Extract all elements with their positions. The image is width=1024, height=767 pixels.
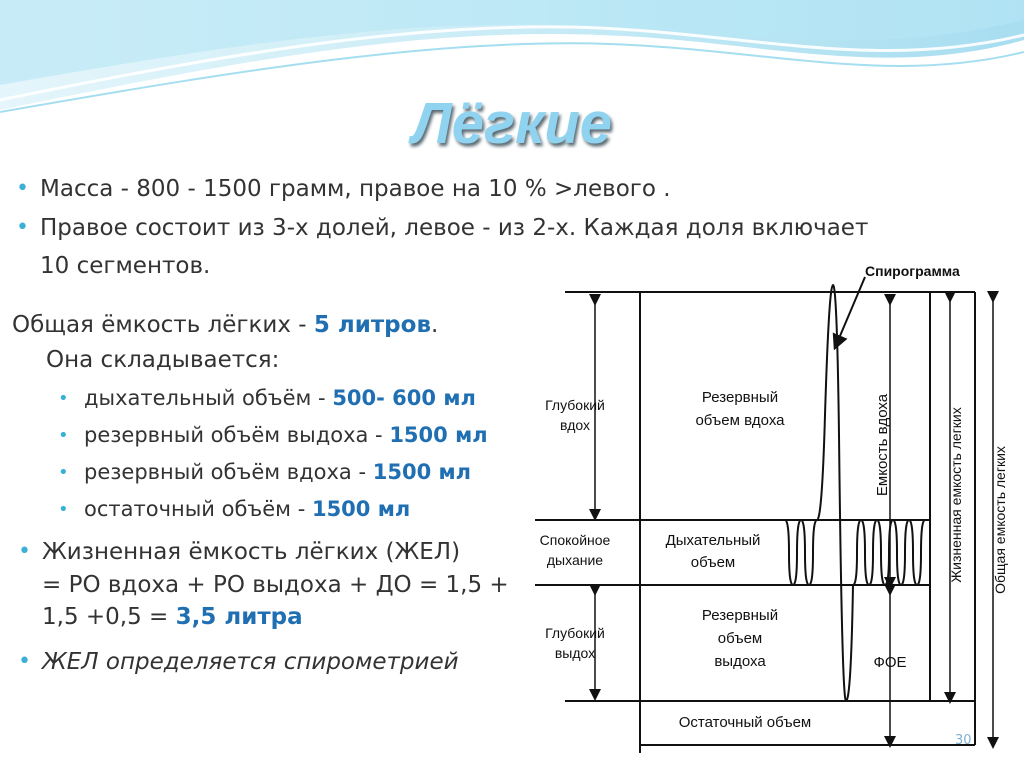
bullet-icon: •: [18, 539, 31, 564]
calm-breathing-label2: дыхание: [546, 552, 604, 568]
total-capacity-line: [12, 312, 438, 338]
deep-exhale-label: Глубокий: [545, 625, 605, 641]
item-label: резервный объём вдоха -: [84, 460, 373, 484]
deep-inhale-label: Глубокий: [545, 397, 605, 413]
frc-label: ФОЕ: [873, 654, 907, 671]
bullet-mass-text: Масса - 800 - 1500 грамм, правое на 10 % >левого .: [40, 176, 671, 202]
reserve-exhale-label3: выдоха: [714, 653, 766, 670]
item-value: 1500 мл: [311, 497, 411, 521]
vital-line1: Жизненная ёмкость лёгких (ЖЕЛ): [42, 539, 461, 565]
bullet-icon: •: [16, 176, 29, 201]
spirogram-label: Спирограмма: [865, 263, 960, 279]
list-item: [58, 497, 411, 521]
item-value: 1500 мл: [372, 460, 472, 484]
vital-value: 3,5 литра: [175, 604, 303, 630]
item-label: остаточный объём -: [84, 497, 312, 521]
bullet-vital: [18, 533, 461, 571]
spirometry-note: ЖЕЛ определяется спирометрией: [42, 649, 459, 675]
tidal-volume-label2: объем: [690, 554, 736, 571]
item-value: 1500 мл: [389, 423, 488, 447]
reserve-inhale-label: Резервный: [701, 389, 779, 406]
item-label: резервный объём выдоха -: [84, 423, 390, 447]
list-item: [58, 460, 472, 484]
bullet-icon: •: [18, 649, 31, 674]
bullet-lobes: [16, 209, 869, 247]
spirogram-pointer: [837, 277, 865, 343]
list-item: [58, 423, 488, 447]
vital-line3: [42, 604, 303, 630]
vital-formula: 1,5 +0,5 =: [42, 604, 176, 630]
page-title: Лёгкие: [411, 91, 613, 156]
bullet-lobes-line2: 10 сегментов.: [40, 253, 211, 279]
page-number: 30: [955, 733, 972, 748]
residual-volume-label: Остаточный объем: [678, 714, 812, 731]
list-item: [58, 386, 476, 410]
total-capacity-label: Общая емкость легких: [992, 446, 1008, 594]
bullet-mass: [16, 170, 671, 208]
deep-exhale-label2: выдох: [554, 645, 596, 661]
bullet-lobes-line1: Правое состоит из 3-х долей, левое - из 2-х. Каждая доля включает: [40, 215, 869, 241]
bullet-icon: •: [16, 215, 29, 240]
total-capacity-suffix: .: [431, 312, 439, 338]
item-value: 500- 600 мл: [332, 386, 476, 410]
total-capacity-value: 5 литров: [313, 312, 431, 338]
tidal-volume-label: Дыхательный: [665, 532, 761, 549]
reserve-exhale-label2: объем: [717, 630, 763, 647]
inhale-capacity-label: Емкость вдоха: [874, 393, 891, 497]
item-label: дыхательный объём -: [84, 386, 333, 410]
deep-inhale-label2: вдох: [559, 417, 591, 433]
spirogram-diagram: [535, 255, 1024, 767]
vital-capacity-label: Жизненная емкость легких: [948, 407, 964, 583]
vital-line2: = РО вдоха + РО выдоха + ДО = 1,5 +: [42, 572, 509, 598]
composed-line: Она складывается:: [46, 347, 280, 373]
bullet-lobes-cont: [40, 247, 210, 285]
spirogram-trace: [785, 285, 925, 701]
bullet-icon: •: [58, 462, 69, 483]
bullet-icon: •: [58, 425, 69, 446]
bullet-icon: •: [58, 388, 69, 409]
reserve-inhale-label2: объем вдоха: [695, 412, 785, 429]
total-capacity-label: Общая ёмкость лёгких -: [12, 312, 314, 338]
calm-breathing-label: Спокойное: [539, 532, 611, 548]
bullet-spirometry: [18, 643, 459, 681]
bullet-icon: •: [58, 499, 69, 520]
reserve-exhale-label: Резервный: [701, 607, 779, 624]
